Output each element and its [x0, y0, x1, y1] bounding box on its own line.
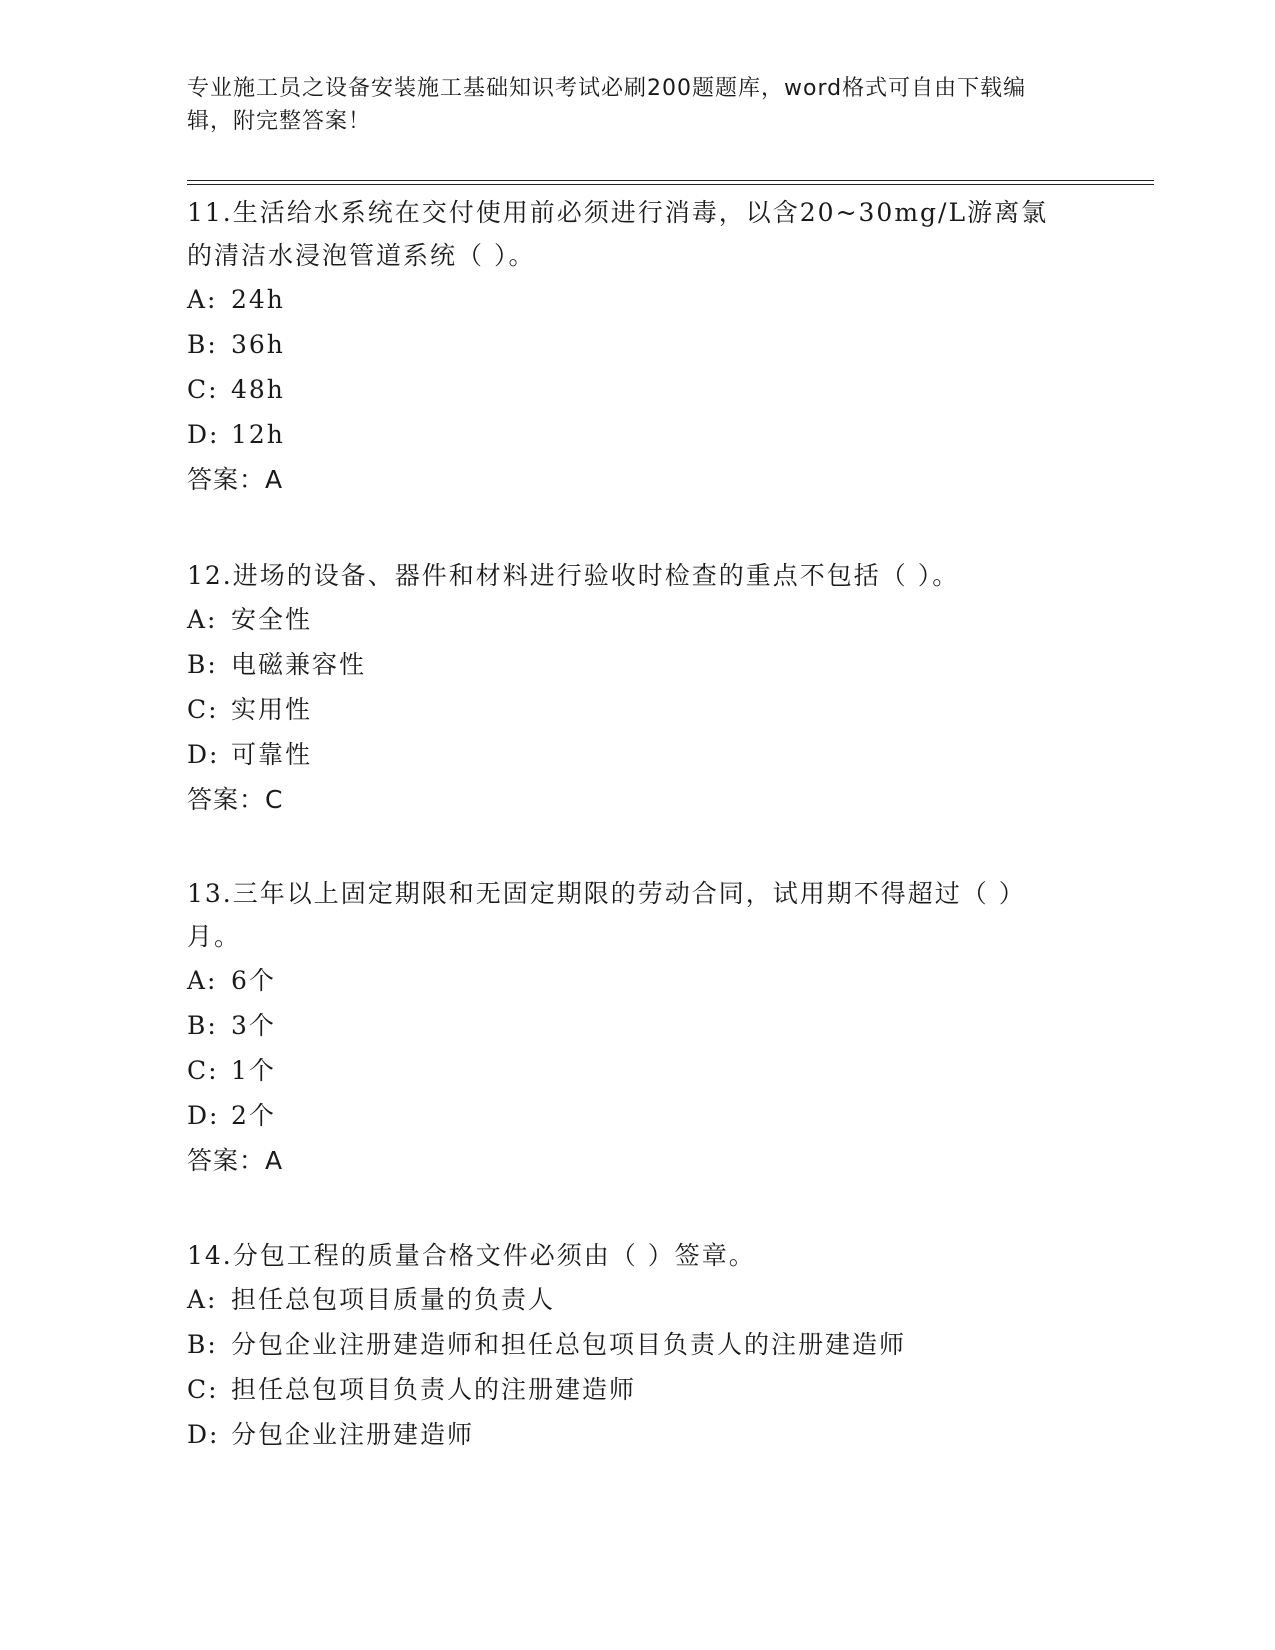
option-b	[187, 642, 1087, 687]
option-key: B:	[187, 330, 218, 359]
option-b	[187, 322, 1087, 367]
option-key: A:	[187, 605, 218, 634]
option-b	[187, 1003, 1087, 1048]
option-key: C:	[187, 1056, 219, 1085]
option-text: 36h	[231, 330, 285, 359]
option-text: 2个	[231, 1101, 276, 1130]
option-a	[187, 958, 1087, 1003]
question-13	[187, 872, 1087, 1183]
option-text: 电磁兼容性	[231, 650, 367, 679]
option-text: 可靠性	[231, 740, 313, 769]
option-b	[187, 1322, 1087, 1367]
option-key: D:	[187, 1101, 220, 1130]
question-stem: 11.生活给水系统在交付使用前必须进行消毒，以含20~30mg/L游离氯的清洁水浸泡管道系统（ ）。	[187, 198, 1049, 270]
answer: 答案：C	[187, 785, 284, 814]
option-a	[187, 1277, 1087, 1322]
title-divider-bottom	[187, 184, 1154, 185]
option-text: 实用性	[231, 695, 313, 724]
option-text: 担任总包项目质量的负责人	[231, 1285, 556, 1314]
option-text: 48h	[231, 375, 285, 404]
option-key: D:	[187, 740, 220, 769]
option-text: 6个	[231, 966, 276, 995]
option-key: A:	[187, 1285, 218, 1314]
option-text: 分包企业注册建造师和担任总包项目负责人的注册建造师	[231, 1330, 907, 1359]
title-divider-top	[187, 180, 1154, 181]
option-c	[187, 1367, 1087, 1412]
option-c	[187, 687, 1087, 732]
option-key: A:	[187, 285, 218, 314]
option-key: D:	[187, 420, 220, 449]
question-stem: 13.三年以上固定期限和无固定期限的劳动合同，试用期不得超过（ ）月。	[187, 879, 1026, 951]
option-text: 1个	[231, 1056, 276, 1085]
question-stem: 12.进场的设备、器件和材料进行验收时检查的重点不包括（ ）。	[187, 561, 960, 590]
option-text: 24h	[231, 285, 285, 314]
option-c	[187, 1048, 1087, 1093]
option-c	[187, 367, 1087, 412]
question-12	[187, 554, 1087, 822]
option-key: B:	[187, 650, 218, 679]
option-key: A:	[187, 966, 218, 995]
document-title: 专业施工员之设备安装施工基础知识考试必刷200题题库，word格式可自由下载编辑，附完整答案！	[187, 76, 1027, 134]
question-stem: 14.分包工程的质量合格文件必须由（ ）签章。	[187, 1241, 756, 1270]
option-text: 分包企业注册建造师	[231, 1420, 475, 1449]
answer: 答案：A	[187, 465, 284, 494]
option-key: C:	[187, 375, 219, 404]
option-d	[187, 732, 1087, 777]
option-d	[187, 1093, 1087, 1138]
option-key: C:	[187, 695, 219, 724]
option-text: 3个	[231, 1011, 276, 1040]
answer: 答案：A	[187, 1146, 284, 1175]
option-key: D:	[187, 1420, 220, 1449]
question-11	[187, 191, 1087, 502]
option-key: C:	[187, 1375, 219, 1404]
option-key: B:	[187, 1011, 218, 1040]
question-14	[187, 1234, 1087, 1457]
option-d	[187, 1412, 1087, 1457]
option-text: 安全性	[231, 605, 313, 634]
option-a	[187, 597, 1087, 642]
option-d	[187, 412, 1087, 457]
option-text: 担任总包项目负责人的注册建造师	[231, 1375, 637, 1404]
option-text: 12h	[231, 420, 285, 449]
option-key: B:	[187, 1330, 218, 1359]
option-a	[187, 277, 1087, 322]
